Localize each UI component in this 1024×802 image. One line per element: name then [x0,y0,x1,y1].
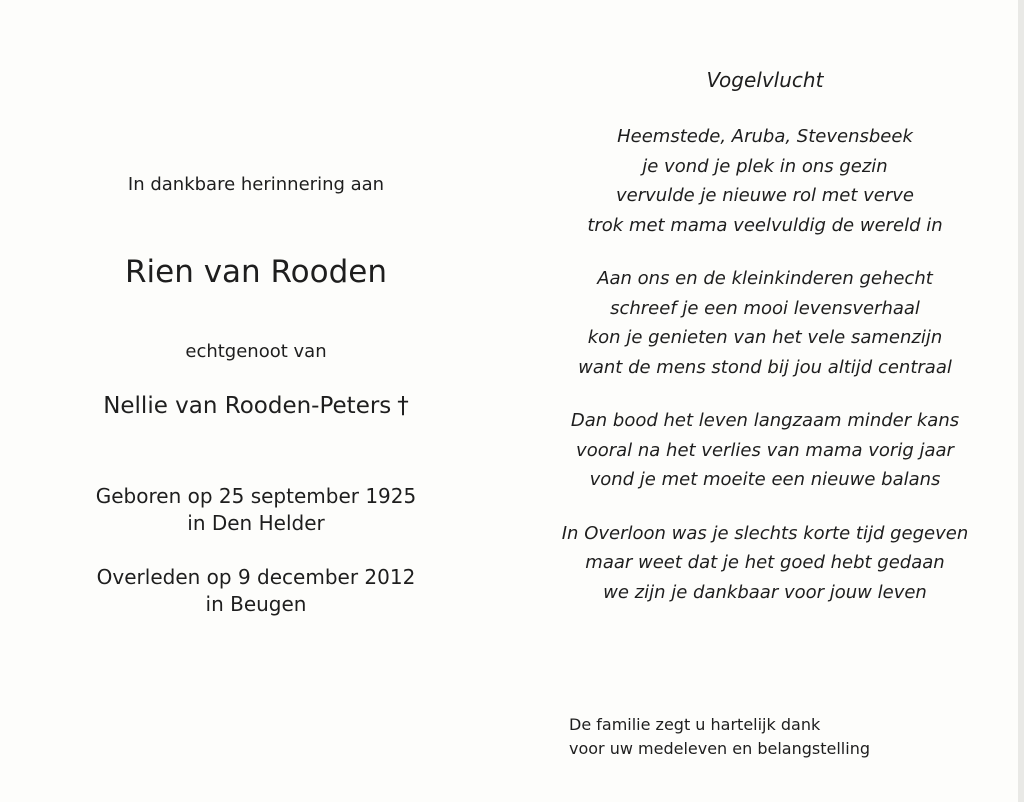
poem-line: Heemstede, Aruba, Stevensbeek [617,126,913,147]
poem-line: je vond je plek in ons gezin [642,155,888,177]
card-edge [1018,0,1024,802]
poem-stanza-1 [512,122,1018,240]
poem-stanza-2 [512,264,1018,382]
poem-stanza-3 [512,406,1018,495]
poem-line: trok met mama veelvuldig de wereld in [587,214,943,236]
poem [512,122,1018,631]
poem-line: vooral na het verlies van mama vorig jaar [576,439,954,461]
poem-title: Vogelvlucht [706,68,824,92]
poem-line: vond je met moeite een nieuwe balans [589,469,941,490]
poem-line: In Overloon was je slechts korte tijd gegeven [561,522,969,544]
poem-line: maar weet dat je het goed hebt gedaan [585,552,945,573]
deceased-name: Rien van Rooden [124,254,388,290]
poem-line: Aan ons en de kleinkinderen gehecht [597,268,933,289]
cross-icon: † [397,393,409,419]
poem-line: Dan bood het leven langzaam minder kans [570,410,960,431]
spouse-line [0,393,512,419]
born-date: Geboren op 25 september 1925 [95,484,417,508]
poem-line: schreef je een mooi levensverhaal [610,297,920,319]
thanks-line-1: De familie zegt u hartelijk dank [569,715,821,734]
thanks-note [569,713,1009,761]
died-place: in Beugen [205,592,307,616]
died-date: Overleden op 9 december 2012 [96,565,416,589]
thanks-line-2: voor uw medeleven en belangstelling [569,739,870,758]
spouse-name: Nellie van Rooden-Peters [103,393,392,419]
poem-line: we zijn je dankbaar voor jouw leven [603,581,927,603]
intro-text: In dankbare herinnering aan [127,174,385,195]
spouse-intro-text: echtgenoot van [185,341,327,362]
poem-line: kon je genieten van het vele samenzijn [587,327,943,348]
poem-stanza-4 [512,519,1018,608]
poem-line: want de mens stond bij jou altijd centraal [578,356,952,378]
poem-line: vervulde je nieuwe rol met verve [616,185,914,206]
born-place: in Den Helder [187,511,325,535]
right-panel [512,0,1018,802]
